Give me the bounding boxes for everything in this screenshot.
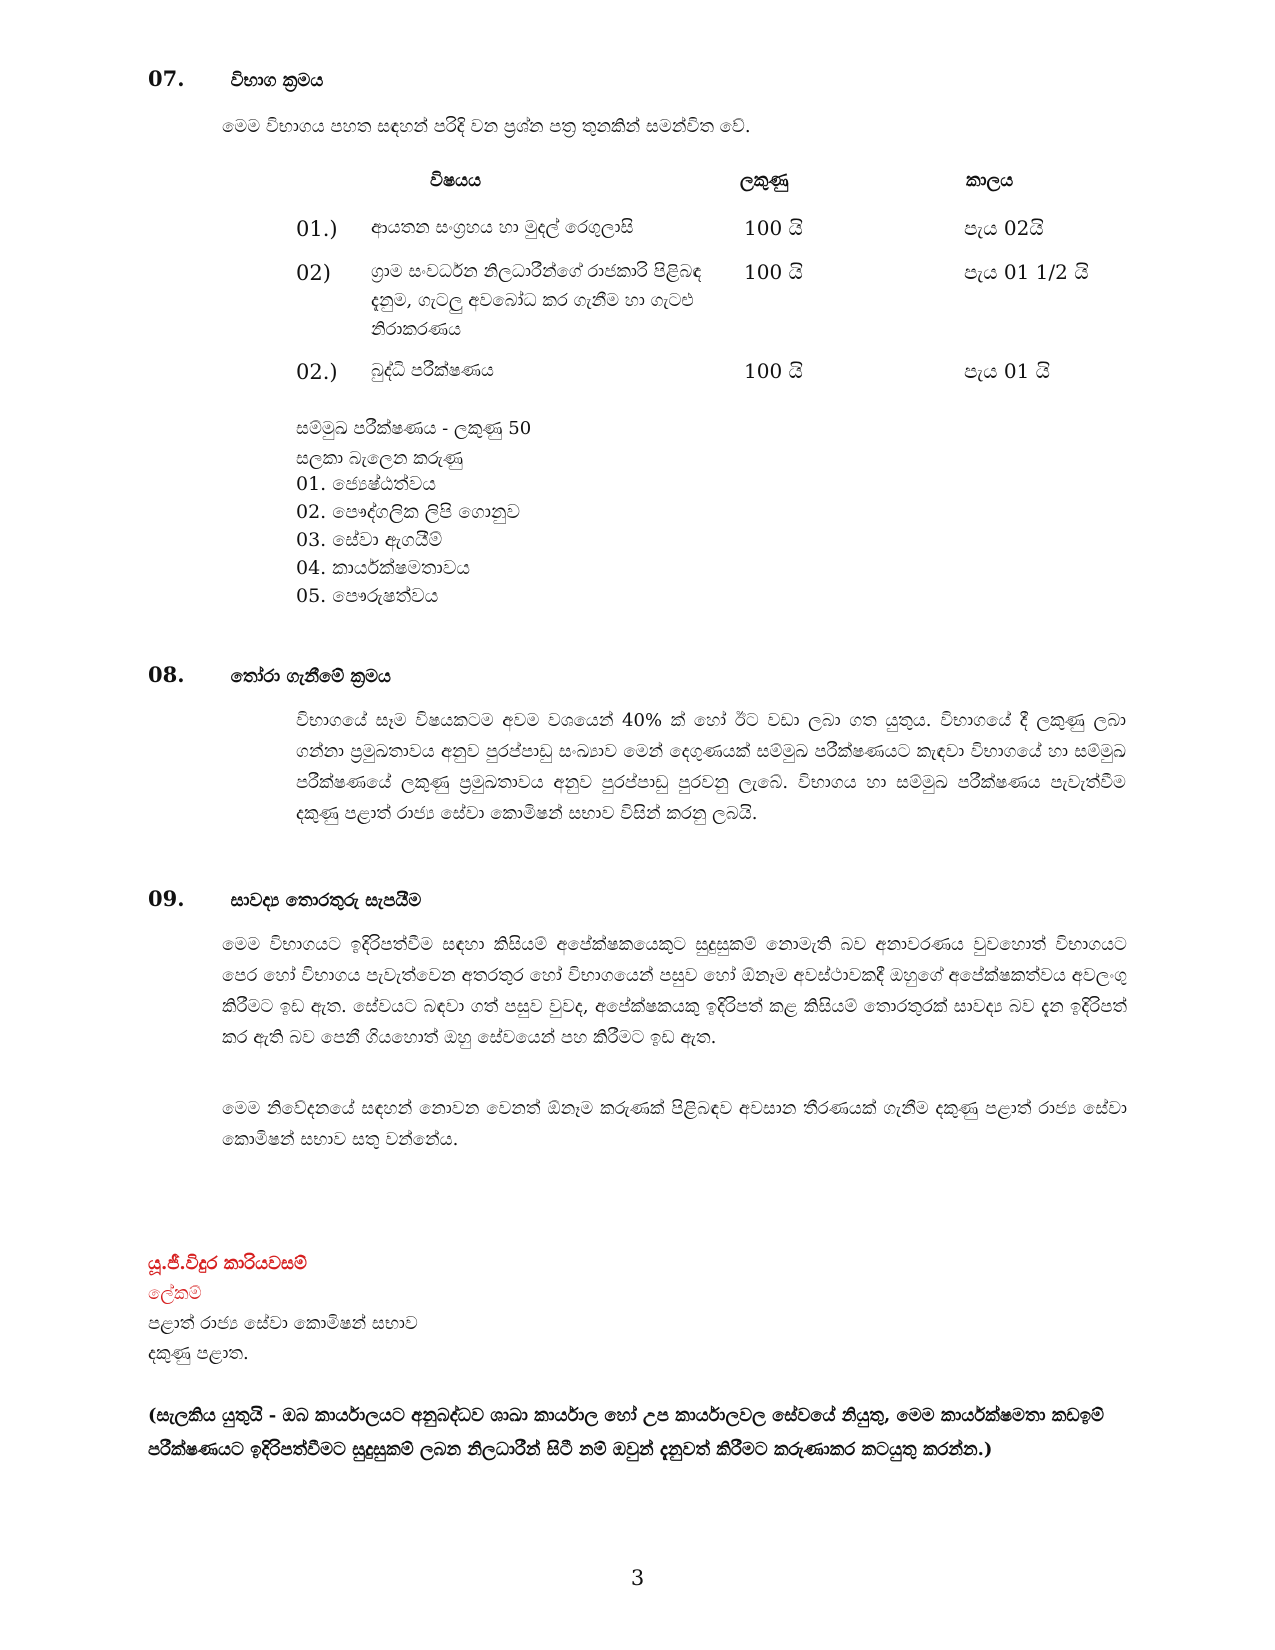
section-07-intro: මෙම විභාගය පහත සඳහන් පරිදි වන ප්‍රශ්න පත්‍ර තුනකින් සමන්විත වේ. <box>222 116 751 137</box>
criteria-item: 05. පෞරුෂත්වය <box>296 585 439 607</box>
note-paragraph: (සැලකිය යුතුයි - ඔබ කාර්යාලයට අනුබද්ධව ශාඛා කාර්යාල හෝ උප කාර්යාලවල සේවයේ නියුතු, මෙම කාර්යක්ෂමතා කඩඉම් පරීක්ෂණයට ඉදිරිපත්වීමට සුදුසුකම් ලබන නිලධාරීන් සිටී නම් ඔවුන් දැනුවත් කිරීමට කරුණාකර කටයුතු කරන්න.) <box>148 1405 1104 1460</box>
signatory-organization: පළාත් රාජ්‍ය සේවා කොමිෂන් සභාව <box>148 1313 418 1334</box>
criteria-item: 01. ජ්‍යෙෂ්ඨත්වය <box>296 473 436 495</box>
criteria-list <box>296 470 520 610</box>
section-09-body-2: මෙම නිවේදනයේ සඳහන් නොවන වෙනත් ඕනෑම කරුණක් පිළිබඳව අවසාන තීරණයක් ගැනීම දකුණු පළාත් රාජ්‍ය සේවා කොමිෂන් සභාව සතු වන්නේය. <box>222 1098 1127 1150</box>
row-time: පැය 01 1/2 යි <box>964 260 1089 284</box>
row-marks: 100 යි <box>744 260 803 284</box>
criteria-item: 04. කාර්යක්ෂමතාවය <box>296 557 471 579</box>
section-07-heading <box>148 64 323 95</box>
signatory-role: ලේකම් <box>148 1283 202 1304</box>
section-09-body-1: මෙම විභාගයට ඉදිරිපත්වීම සඳහා කිසියම් අපේක්ෂකයෙකුට සුදුසුකම් නොමැති බව අනාවරණය වුවහොත් විභාගයට පෙර හෝ විභාගය පැවැත්වෙන අතරතුර හෝ විභාගයෙන් පසුව හෝ ඕනෑම අවස්ථාවකදී ඔහුගේ අපේක්ෂකත්වය අවලංගු කිරීමට ඉඩ ඇත. සේවයට බඳවා ගත් පසුව වුවද, අපේක්ෂකයකු ඉදිරිපත් කළ කිසියම් තොරතුරක් සාවද්‍ය බව දැන ඉදිරිපත් කර ඇති බව පෙනී ගියහොත් ඔහු සේවයෙන් පහ කිරීමට ඉඩ ඇත. <box>222 934 1127 1048</box>
criteria-item: 03. සේවා ඇගයීම් <box>296 529 443 551</box>
section-title: සාවද්‍ය තොරතුරු සැපයීම <box>230 890 422 911</box>
table-header-marks: ලකුණු <box>740 170 789 191</box>
row-marks: 100 යි <box>744 216 803 240</box>
row-subject: බුද්ධි පරීක්ෂණය <box>371 360 494 381</box>
section-09-heading <box>148 884 421 915</box>
signatory-name: යූ.ජී.විදුර කාරියවසම් <box>148 1253 307 1274</box>
criteria-item: 02. පෞද්ගලික ලිපි ගොනුව <box>296 501 521 523</box>
row-subject: ග්‍රාම සංවර්ධන නිලධාරීන්ගේ රාජකාරි පිළිබඳ දැනුම, ගැටලු අවබෝධ කර ගැනීම හා ගැටළු නිරාකරණය <box>371 261 702 340</box>
section-number: 07. <box>148 66 185 91</box>
section-number: 09. <box>148 886 185 911</box>
row-time: පැය 01 යි <box>964 359 1051 383</box>
section-number: 08. <box>148 662 185 687</box>
row-number: 02.) <box>296 360 338 384</box>
section-title: තෝරා ගැනීමේ ක්‍රමය <box>230 666 391 687</box>
row-subject: ආයතන සංග්‍රහය හා මුදල් රෙගුලාසි <box>371 217 634 238</box>
section-08-body: විභාගයේ සෑම විෂයකටම අවම වශයෙන් 40% ක් හෝ ඊට වඩා ලබා ගත යුතුය. විභාගයේ දී ලකුණු ලබා ගන්නා ප්‍රමුඛතාවය අනුව පුරප්පාඩු සංඛ්‍යාව මෙන් දෙගුණයක් සම්මුඛ පරීක්ෂණයට කැඳවා විභාගයේ හා සම්මුඛ පරීක්ෂණයේ ලකුණු ප්‍රමුඛතාවය අනුව පුරප්පාඩු පුරවනු ලැබේ. විභාගය හා සම්මුඛ පරීක්ෂණය පැවැත්වීම දකුණු පළාත් රාජ්‍ය සේවා කොමිෂන් සභාව විසින් කරනු ලබයි. <box>296 710 1126 824</box>
row-number: 02) <box>296 261 331 285</box>
table-header-time: කාලය <box>966 170 1014 191</box>
row-marks: 100 යි <box>744 359 803 383</box>
signature-block <box>148 1249 418 1369</box>
section-title: විභාග ක්‍රමය <box>230 70 324 91</box>
row-number: 01.) <box>296 217 338 241</box>
page-number: 3 <box>630 1566 645 1590</box>
table-header-subject: විෂයය <box>430 170 482 191</box>
criteria-title: සලකා බැලෙන කරුණු <box>296 448 464 469</box>
row-time: පැය 02යි <box>964 216 1044 240</box>
interview-marks: සම්මුඛ පරීක්ෂණය - ලකුණු 50 <box>296 418 532 439</box>
signatory-place: දකුණු පළාත. <box>148 1343 249 1364</box>
section-08-heading <box>148 660 391 691</box>
